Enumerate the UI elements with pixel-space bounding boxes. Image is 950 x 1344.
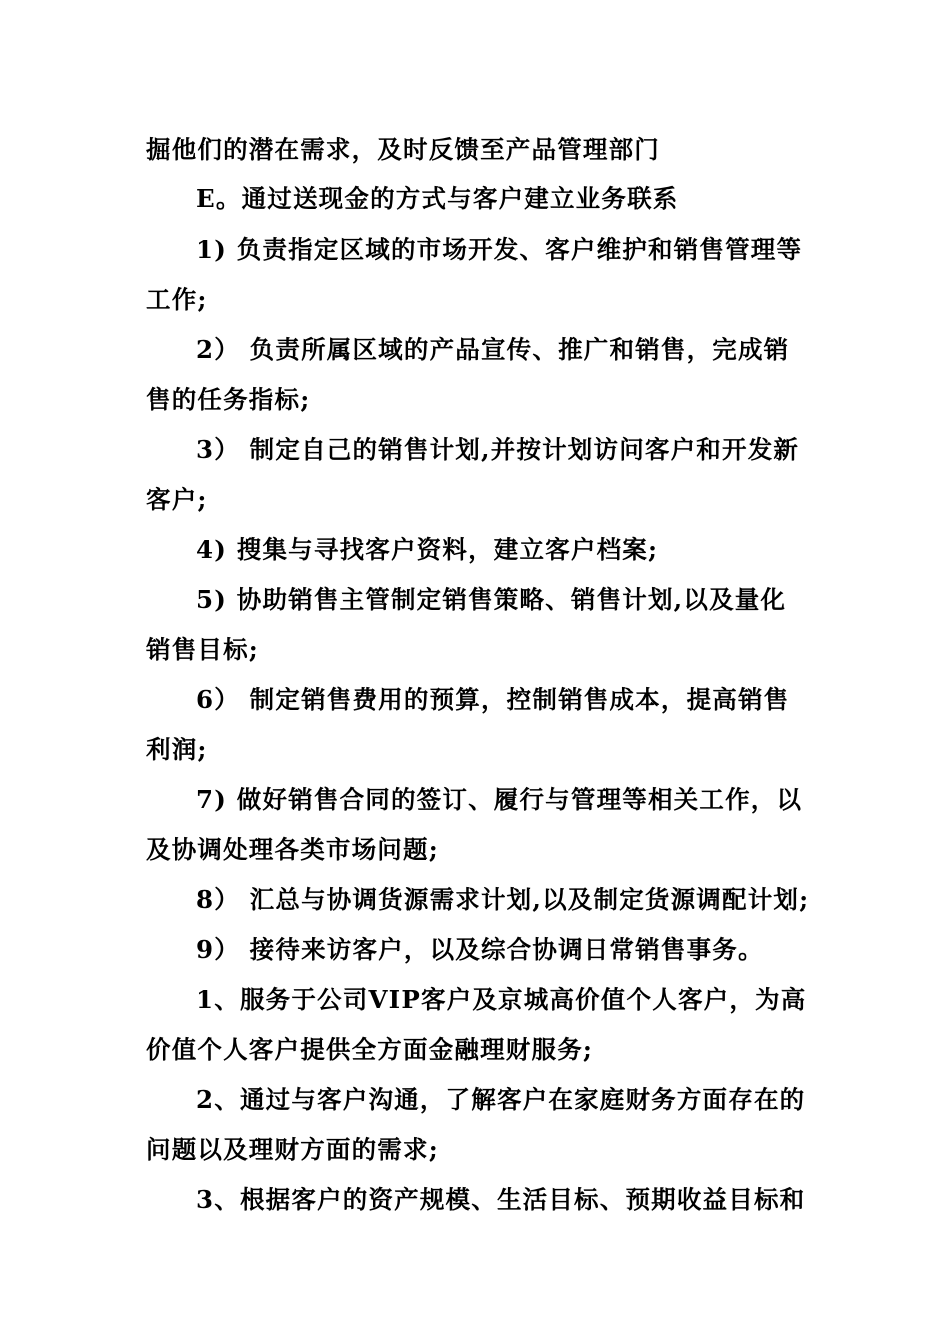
- text-line: 1、服务于公司VIP客户及京城高价值个人客户，为高: [196, 985, 807, 1014]
- text-line: 3） 制定自己的销售计划,并按计划访问客户和开发新: [196, 435, 800, 464]
- text-line: 客户;: [146, 485, 208, 514]
- text-line: 价值个人客户提供全方面金融理财服务;: [146, 1035, 594, 1064]
- text-line: 1) 负责指定区域的市场开发、客户维护和销售管理等: [196, 235, 803, 264]
- text-line: 售的任务指标;: [146, 385, 311, 414]
- text-line: 2、通过与客户沟通，了解客户在家庭财务方面存在的: [196, 1085, 806, 1114]
- text-line: 5) 协助销售主管制定销售策略、销售计划,以及量化: [196, 585, 787, 614]
- text-line: 工作;: [146, 285, 208, 314]
- text-line: 3、根据客户的资产规模、生活目标、预期收益目标和: [196, 1185, 806, 1214]
- text-line: 问题以及理财方面的需求;: [146, 1135, 439, 1164]
- text-line: 2） 负责所属区域的产品宣传、推广和销售，完成销: [196, 335, 790, 364]
- text-line: 4) 搜集与寻找客户资料，建立客户档案;: [196, 535, 659, 564]
- text-line: 利润;: [146, 735, 208, 764]
- text-line: E。通过送现金的方式与客户建立业务联系: [196, 184, 679, 213]
- text-line: 8） 汇总与协调货源需求计划,以及制定货源调配计划;: [196, 885, 810, 914]
- text-line: 掘他们的潜在需求，及时反馈至产品管理部门: [146, 135, 660, 164]
- text-line: 及协调处理各类市场问题;: [146, 835, 439, 864]
- text-line: 6） 制定销售费用的预算，控制销售成本，提高销售: [196, 685, 790, 714]
- text-line: 9） 接待来访客户，以及综合协调日常销售事务。: [196, 935, 764, 964]
- text-line: 7) 做好销售合同的签订、履行与管理等相关工作，以: [196, 785, 803, 814]
- text-line: 销售目标;: [146, 635, 260, 664]
